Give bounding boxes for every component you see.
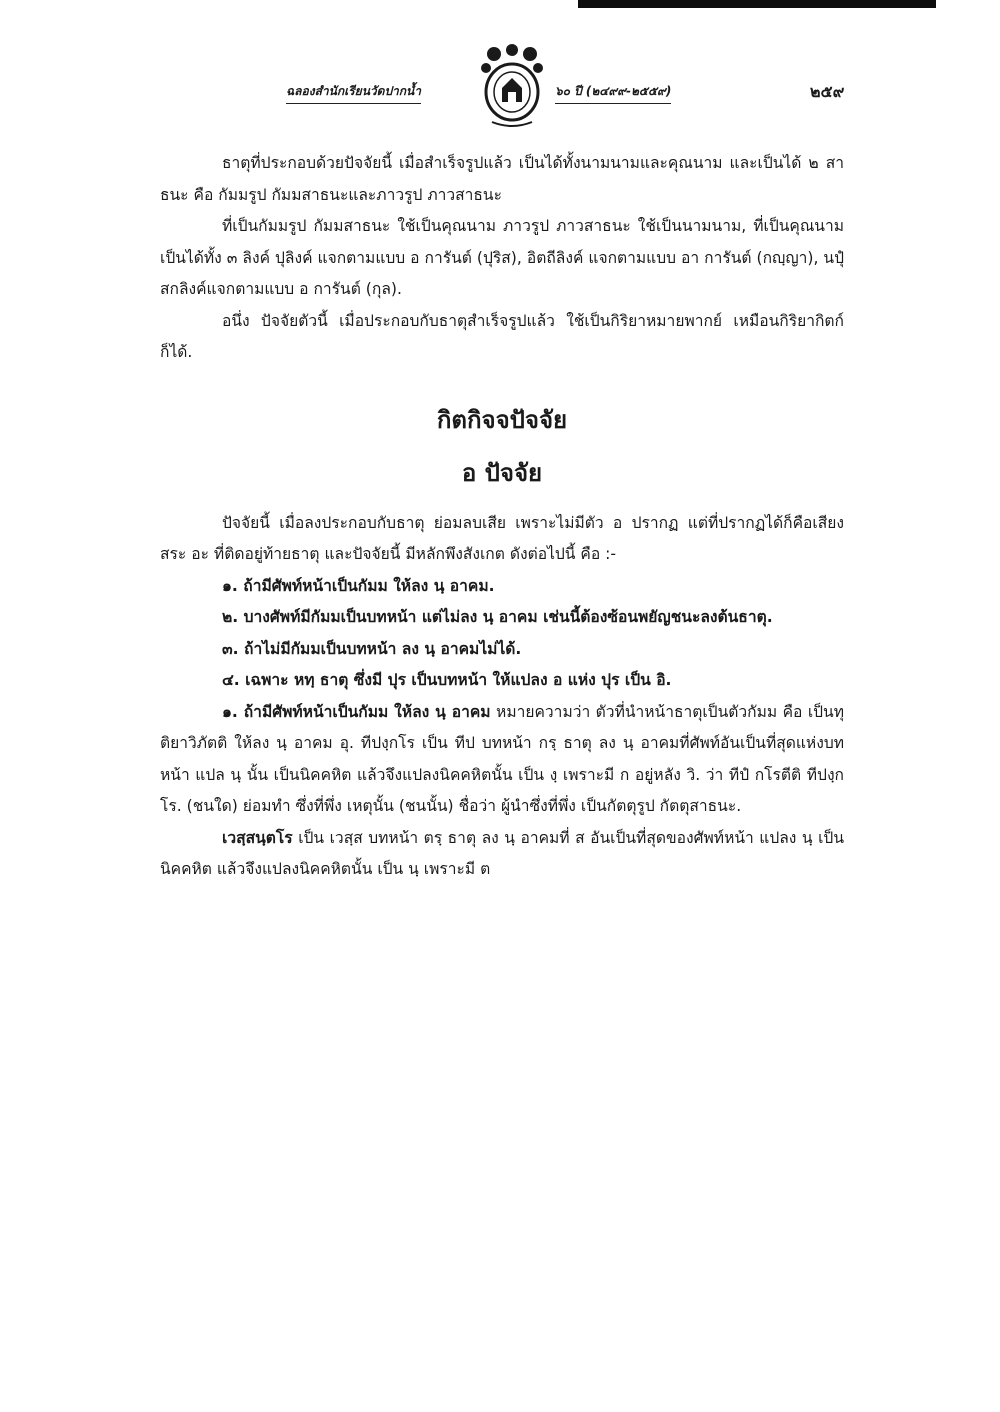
page-header (160, 44, 860, 130)
scan-edge-bar (578, 0, 936, 8)
page-number: ๒๕๙ (810, 82, 845, 101)
intro-paragraph: ปัจจัยนี้ เมื่อลงประกอบกับธาตุ ย่อมลบเสีย เพราะไม่มีตัว อ ปรากฏ แต่ที่ปรากฏได้ก็คือเสียงสระ อะ ที่ติดอยู่ท้ายธาตุ และปัจจัยนี้ มีหลักพึงสังเกต ดังต่อไปนี้ คือ :- (160, 513, 844, 563)
explanation-lead: ๑. ถ้ามีศัพท์หน้าเป็นกัมม ให้ลง นฺ อาคม (222, 702, 491, 721)
last-paragraph-body: เป็น เวสฺส บทหน้า ตรฺ ธาตุ ลง นฺ อาคมที่ ส อันเป็นที่สุดของศัพท์หน้า แปลง นฺ เป็นนิคคหิต แล้วจึงแปลงนิคคหิตนั้น เป็น นฺ เพราะมี ต (160, 828, 844, 878)
page-body (160, 148, 844, 886)
emblem-icon (472, 44, 552, 130)
rule-4: ๔. เฉพาะ หทฺ ธาตุ ซึ่งมี ปุร เป็นบทหน้า ให้แปลง อ แห่ง ปุร เป็น อิ. (222, 671, 672, 689)
rule-1: ๑. ถ้ามีศัพท์หน้าเป็นกัมม ให้ลง นฺ อาคม. (222, 576, 495, 595)
subsection-heading: อ ปัจจัย (461, 459, 543, 487)
rule-3: ๓. ถ้าไม่มีกัมมเป็นบทหน้า ลง นฺ อาคมไม่ได้. (222, 639, 522, 658)
last-paragraph (160, 823, 844, 886)
paragraph-2: ที่เป็นกัมมรูป กัมมสาธนะ ใช้เป็นคุณนาม ภาวรูป ภาวสาธนะ ใช้เป็นนามนาม, ที่เป็นคุณนาม เป็นได้ทั้ง ๓ ลิงค์ ปุลิงค์ แจกตามแบบ อ การันต์ (ปุริส), อิตถีลิงค์ แจกตามแบบ อา การันต์ (กญฺญา), นปุํสกลิงค์แจกตามแบบ อ การันต์ (กุล). (160, 217, 844, 298)
explanation-body: หมายความว่า ตัวที่นำหน้าธาตุเป็นตัวกัมม คือ เป็นทุติยาวิภัตติ ให้ลง นฺ อาคม อุ. ทีปงฺกโร เป็น ทีป บทหน้า กรฺ ธาตุ ลง นฺ อาคมที่ศัพท์อันเป็นที่สุดแห่งบทหน้า แปล นฺ นั้น เป็นนิคคหิต แล้วจึงแปลงนิคคหิตนั้น เป็น งฺ เพราะมี ก อยู่หลัง วิ. ว่า ทีปํ กโรตีติ ทีปงฺกโร. (ชนใด) ย่อมทำ ซึ่งที่พึ่ง เหตุนั้น (ชนนั้น) ชื่อว่า ผู้นำซึ่งที่พึ่ง เป็นกัตตุรูป กัตตุสาธนะ. (160, 702, 844, 815)
section-heading: กิตกิจจปัจจัย (436, 405, 568, 434)
header-anniversary: ๖๐ ปี (๒๔๙๙-๒๕๕๙) (555, 82, 671, 104)
rule-2: ๒. บางศัพท์มีกัมมเป็นบทหน้า แต่ไม่ลง นฺ อาคม เช่นนี้ต้องซ้อนพยัญชนะลงต้นธาตุ. (222, 608, 773, 626)
last-paragraph-lead: เวสฺสนฺตโร (222, 828, 293, 847)
header-left-title: ฉลองสำนักเรียนวัดปากน้ำ (286, 82, 421, 104)
explanation-paragraph (160, 697, 844, 823)
paragraph-3: อนึ่ง ปัจจัยตัวนี้ เมื่อประกอบกับธาตุสำเร็จรูปแล้ว ใช้เป็นกิริยาหมายพากย์ เหมือนกิริยากิตก์ก็ได้. (160, 311, 844, 361)
paragraph-1: ธาตุที่ประกอบด้วยปัจจัยนี้ เมื่อสำเร็จรูปแล้ว เป็นได้ทั้งนามนามและคุณนาม และเป็นได้ ๒ สาธนะ คือ กัมมรูป กัมมสาธนะและภาวรูป ภาวสาธนะ (160, 154, 844, 204)
